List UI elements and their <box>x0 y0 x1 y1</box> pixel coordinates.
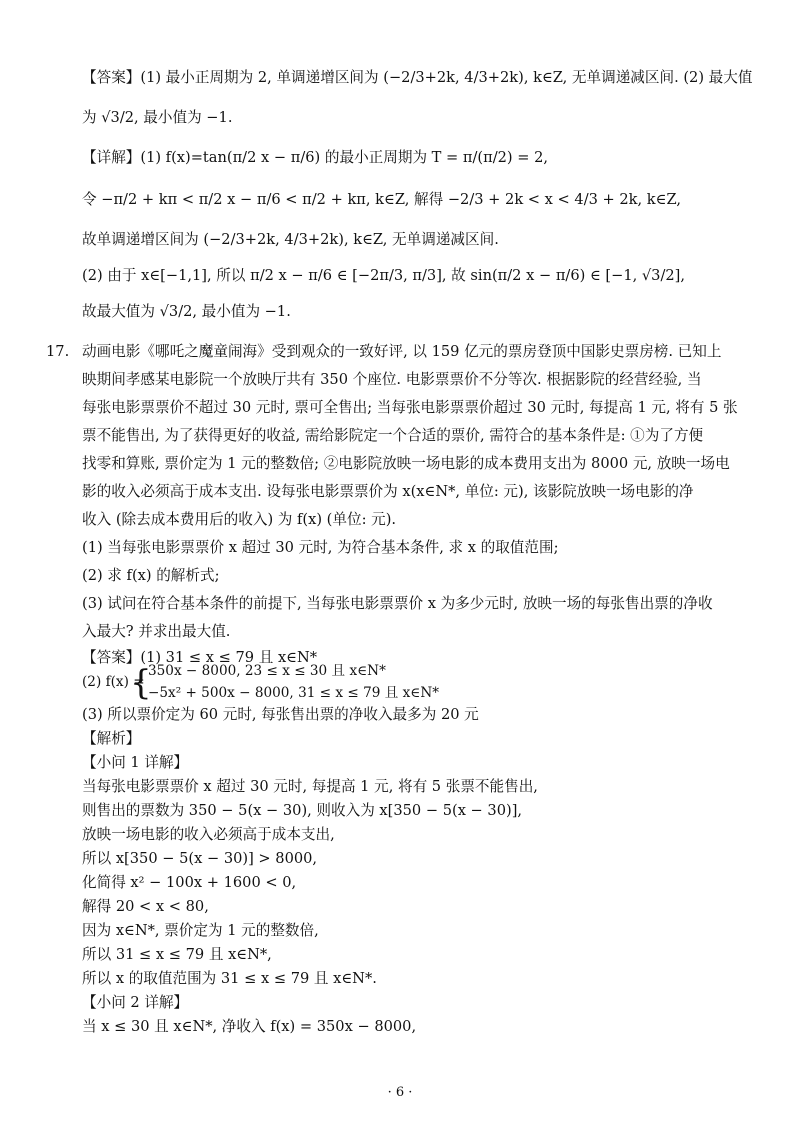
text-line: 令 −π/2 + kπ < π/2 x − π/6 < π/2 + kπ, k∈Z, 解得 −2/3 + 2k < x < 4/3 + 2k, k∈Z, <box>82 191 681 208</box>
text-line: 故单调递增区间为 (−2/3+2k, 4/3+2k), k∈Z, 无单调递减区间. <box>82 231 499 248</box>
text-line: 故最大值为 √3/2, 最小值为 −1. <box>82 303 291 320</box>
text-line: 影的收入必须高于成本支出. 设每张电影票票价为 x(x∈N*, 单位: 元), 该影院放映一场电影的净 <box>82 483 694 500</box>
text-line: 动画电影《哪吒之魔童闹海》受到观众的一致好评, 以 159 亿元的票房登顶中国影史票房榜. 已知上 <box>82 343 722 360</box>
text-line: (2) 由于 x∈[−1,1], 所以 π/2 x − π/6 ∈ [−2π/3, π/3], 故 sin(π/2 x − π/6) ∈ [−1, √3/2], <box>82 267 686 284</box>
text-line: (3) 试问在符合基本条件的前提下, 当每张电影票票价 x 为多少元时, 放映一场的每张售出票的净收 <box>82 595 713 612</box>
text-line: (3) 所以票价定为 60 元时, 每张售出票的净收入最多为 20 元 <box>82 706 479 723</box>
text-line: 收入 (除去成本费用后的收入) 为 f(x) (单位: 元). <box>82 511 397 528</box>
page-number: · 6 · <box>387 1085 413 1100</box>
text-line: 【小问 1 详解】 <box>82 754 189 771</box>
text-line: 为 √3/2, 最小值为 −1. <box>82 109 233 126</box>
text-line: 则售出的票数为 350 − 5(x − 30), 则收入为 x[350 − 5(x − 30)], <box>82 802 523 819</box>
text-line: 所以 31 ≤ x ≤ 79 且 x∈N*, <box>82 946 272 963</box>
text-line: 找零和算账, 票价定为 1 元的整数倍; ②电影院放映一场电影的成本费用支出为 8000 元, 放映一场电 <box>82 455 730 472</box>
text-line: 所以 x[350 − 5(x − 30)] > 8000, <box>82 850 318 867</box>
text-line: 【答案】(1) 31 ≤ x ≤ 79 且 x∈N* <box>82 649 318 666</box>
piecewise-brace: { <box>130 663 152 703</box>
text-line: 因为 x∈N*, 票价定为 1 元的整数倍, <box>82 922 319 939</box>
text-line: 【小问 2 详解】 <box>82 994 189 1011</box>
piecewise-case-1: 350x − 8000, 23 ≤ x ≤ 30 且 x∈N* <box>148 663 386 679</box>
text-line: 每张电影票票价不超过 30 元时, 票可全售出; 当每张电影票票价超过 30 元时, 每提高 1 元, 将有 5 张 <box>82 399 738 416</box>
text-line: 解得 20 < x < 80, <box>82 898 209 915</box>
text-line: 入最大? 并求出最大值. <box>82 623 231 640</box>
text-line: (1) 当每张电影票票价 x 超过 30 元时, 为符合基本条件, 求 x 的取值范围; <box>82 539 559 556</box>
problem-number: 17. <box>46 343 70 360</box>
text-line: 当每张电影票票价 x 超过 30 元时, 每提高 1 元, 将有 5 张票不能售出, <box>82 778 538 795</box>
text-line: 【解析】 <box>82 730 141 747</box>
text-line: 放映一场电影的收入必须高于成本支出, <box>82 826 335 843</box>
text-line: (2) 求 f(x) 的解析式; <box>82 567 220 584</box>
text-line: 票不能售出, 为了获得更好的收益, 需给影院定一个合适的票价, 需符合的基本条件是: ①为了方便 <box>82 427 704 444</box>
text-line: (2) f(x) = <box>82 674 145 690</box>
text-line: 所以 x 的取值范围为 31 ≤ x ≤ 79 且 x∈N*. <box>82 970 377 987</box>
text-line: 【答案】(1) 最小正周期为 2, 单调递增区间为 (−2/3+2k, 4/3+2k), k∈Z, 无单调递减区间. (2) 最大值 <box>82 69 753 86</box>
text-line: 【详解】(1) f(x)=tan(π/2 x − π/6) 的最小正周期为 T = π/(π/2) = 2, <box>82 149 549 166</box>
text-line: 映期间孝感某电影院一个放映厅共有 350 个座位. 电影票票价不分等次. 根据影院的经营经验, 当 <box>82 371 702 388</box>
piecewise-case-2: −5x² + 500x − 8000, 31 ≤ x ≤ 79 且 x∈N* <box>148 685 440 701</box>
text-line: 化简得 x² − 100x + 1600 < 0, <box>82 874 297 891</box>
text-line: 当 x ≤ 30 且 x∈N*, 净收入 f(x) = 350x − 8000, <box>82 1018 417 1035</box>
